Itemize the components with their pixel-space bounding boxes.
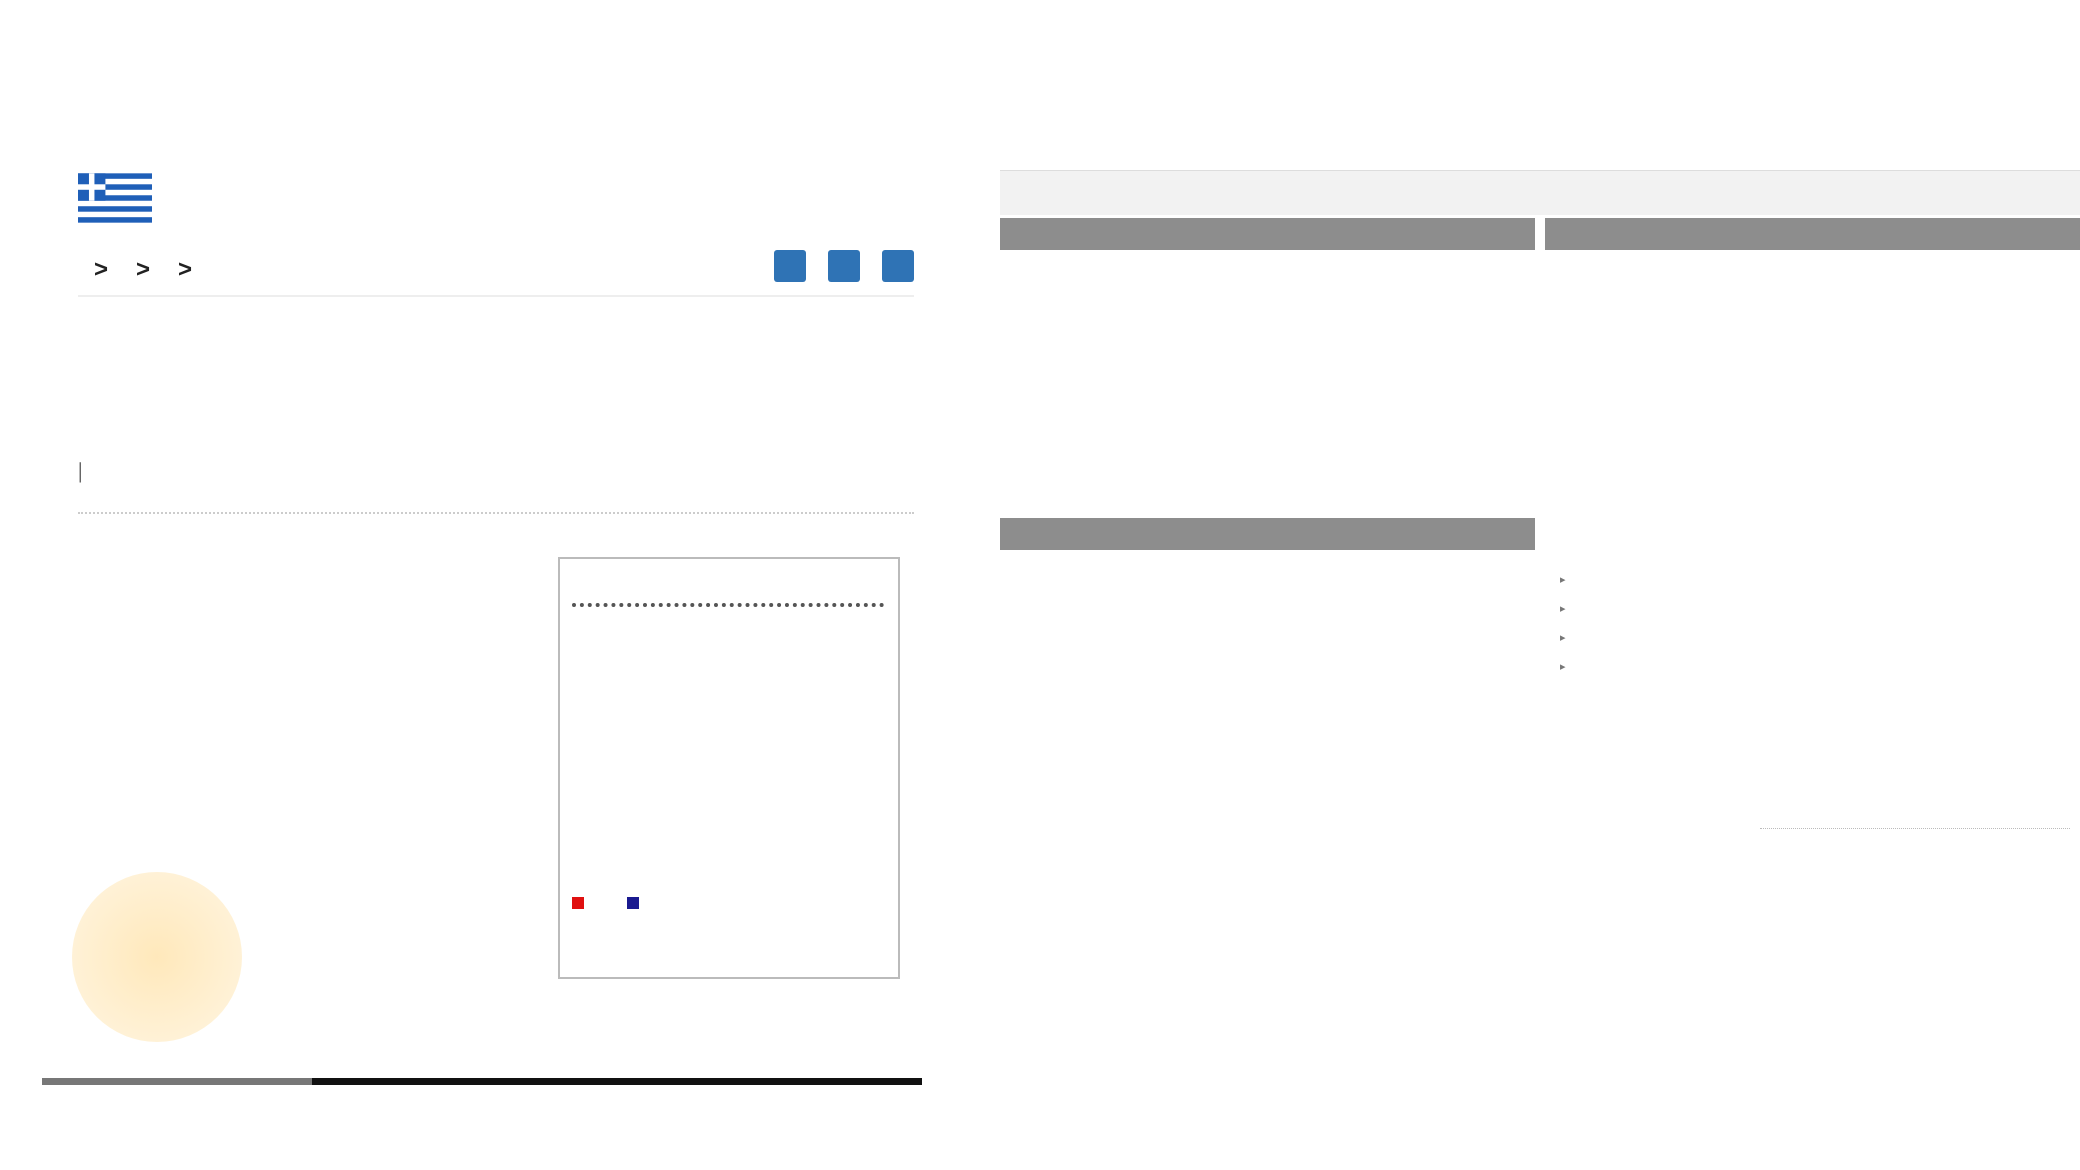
chevron-right-icon: >: [94, 256, 109, 283]
article-byline: [78, 458, 82, 484]
watermark-seal-icon: [72, 872, 242, 1042]
scroll-bar-thumb[interactable]: [42, 1078, 312, 1085]
greek-flag-icon: [78, 170, 152, 226]
list-item: [1560, 599, 2080, 619]
twitter-icon[interactable]: [828, 250, 860, 282]
government-debt-header: [1000, 518, 1535, 550]
gdp-inflation-chart: [1545, 252, 2080, 557]
government-debt-chart: [1000, 552, 1535, 807]
indicators-panel: [1000, 170, 2080, 850]
gdp-inflation-header: [1545, 218, 2080, 250]
legend-nominal: [572, 895, 587, 912]
bullet-arrow-icon: ▸: [1560, 603, 1566, 615]
bullet-arrow-icon: ▸: [1560, 661, 1566, 673]
house-chart-plot: [560, 619, 898, 894]
list-item: [1560, 628, 2080, 648]
chevron-right-icon: >: [178, 256, 193, 283]
site-logo[interactable]: [78, 170, 166, 226]
house-chart-legend: [572, 895, 642, 912]
divider: [78, 295, 914, 297]
house-price-chart[interactable]: [558, 557, 900, 979]
bullet-arrow-icon: ▸: [1560, 632, 1566, 644]
list-item: [1560, 570, 2080, 590]
chevron-right-icon: >: [136, 256, 151, 283]
divider: [78, 512, 914, 514]
legend-real: [627, 895, 642, 912]
facebook-icon[interactable]: [774, 250, 806, 282]
current-account-chart: [1000, 252, 1535, 512]
key-points-list: [1560, 570, 2080, 686]
bullet-arrow-icon: ▸: [1560, 574, 1566, 586]
panel-footer-line: [1760, 828, 2070, 829]
dotted-divider: [572, 603, 884, 607]
breadcrumb: [78, 256, 204, 284]
panel-header: [1000, 170, 2080, 215]
byline-separator: |: [78, 458, 83, 483]
linkedin-icon[interactable]: [882, 250, 914, 282]
list-item: [1560, 657, 2080, 677]
current-account-header: [1000, 218, 1535, 250]
share-buttons: [774, 250, 914, 282]
